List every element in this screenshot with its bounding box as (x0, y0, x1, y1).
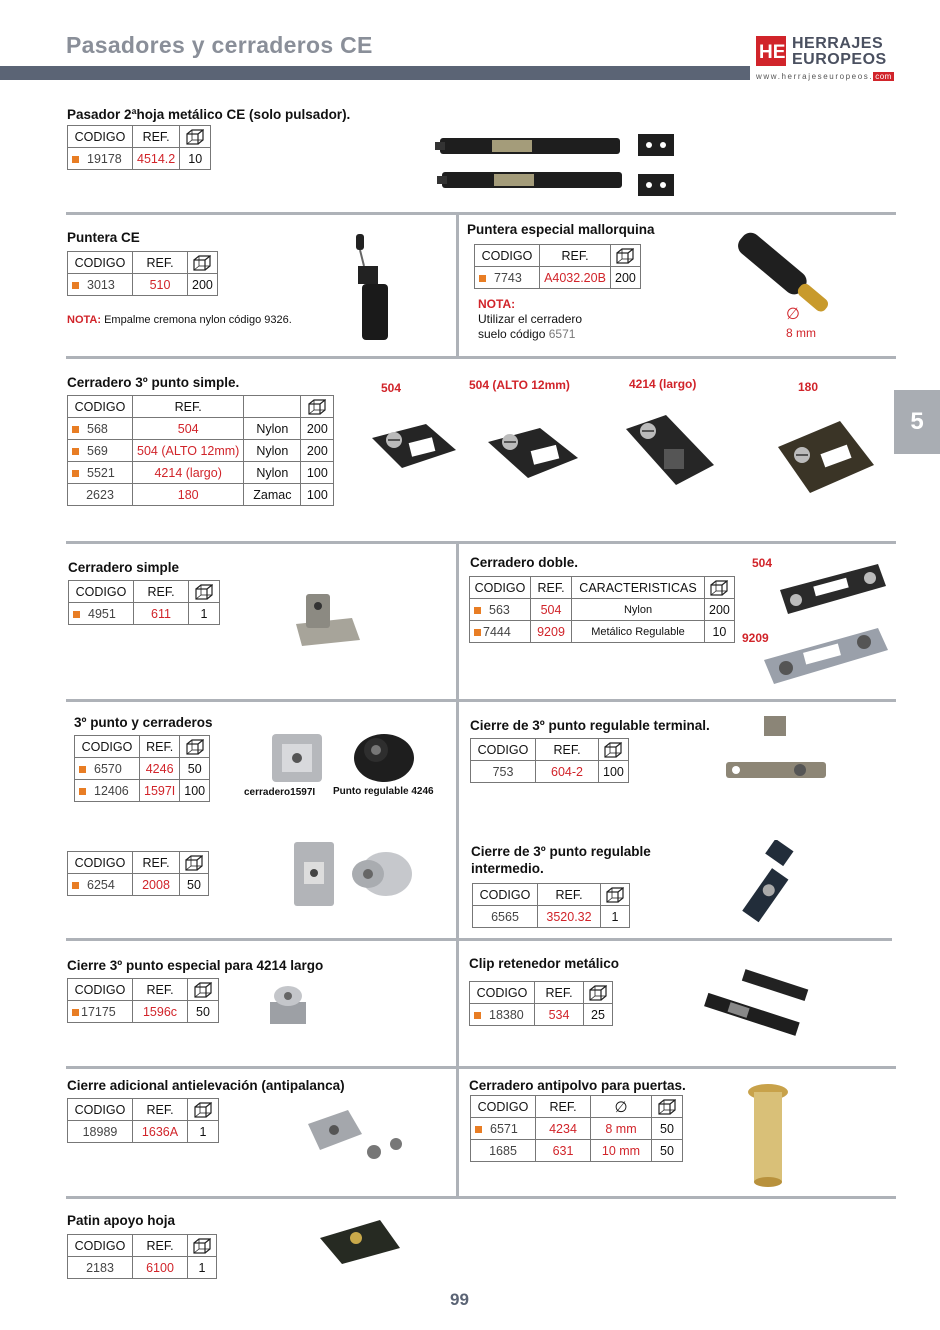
note (478, 297, 582, 342)
section-title: Puntera CE (67, 230, 140, 245)
box-quantity-icon (710, 580, 728, 596)
col-ref: REF. (133, 1235, 188, 1257)
product-image-intermedio (732, 840, 808, 930)
product-table (68, 580, 220, 625)
section-title (471, 843, 651, 877)
bullet-icon (72, 156, 79, 163)
product-table (67, 1234, 217, 1279)
note-line2: suelo código (478, 327, 546, 341)
diameter-symbol: ∅ (786, 306, 800, 323)
divider (66, 699, 896, 702)
table-row (68, 1121, 219, 1143)
brand-logo-mark (756, 36, 786, 66)
note-label: NOTA: (478, 297, 516, 311)
row-ref: 1596c (133, 1001, 188, 1023)
product-image-cerradero1597 (270, 732, 324, 784)
row-qty: 200 (301, 440, 334, 462)
table-row (68, 484, 334, 506)
row-ref: 604-2 (536, 761, 599, 783)
row-code: 2623 (68, 484, 133, 506)
box-quantity-icon (616, 248, 634, 264)
table-row (470, 1004, 613, 1026)
table-row (475, 267, 641, 289)
divider (456, 212, 459, 358)
row-ref: 504 (ALTO 12mm) (133, 440, 244, 462)
row-qty: 1 (188, 1121, 219, 1143)
chapter-tab: 5 (894, 390, 940, 454)
brand-url: www.herrajeseuropeos. com (756, 72, 892, 81)
page-title: Pasadores y cerraderos CE (66, 32, 373, 58)
row-code: 12406 (94, 783, 129, 798)
box-quantity-icon (194, 982, 212, 998)
bullet-icon (479, 275, 486, 282)
bullet-icon (72, 1009, 79, 1016)
bullet-icon (72, 882, 79, 889)
product-image-antipalanca (304, 1104, 410, 1170)
bullet-icon (474, 1012, 481, 1019)
row-qty: 100 (301, 462, 334, 484)
product-image-504-alto (484, 412, 584, 498)
product-image-plates (636, 134, 676, 196)
col-box (188, 252, 218, 274)
product-image-patin (316, 1214, 402, 1268)
section-title: Cerradero simple (68, 560, 180, 575)
row-diametro: 8 mm (591, 1118, 652, 1140)
brand-url-com: com (875, 72, 892, 81)
col-codigo: CODIGO (69, 581, 134, 603)
col-ref: REF. (531, 577, 572, 599)
row-material: Nylon (244, 440, 301, 462)
row-qty: 50 (180, 758, 210, 780)
product-table (67, 851, 209, 896)
row-qty: 10 (180, 148, 211, 170)
table-row (68, 274, 218, 296)
product-table (74, 735, 210, 802)
bullet-icon (72, 282, 79, 289)
row-ref: 504 (531, 599, 572, 621)
bullet-icon (474, 607, 481, 614)
product-image-180 (770, 415, 880, 497)
row-qty: 100 (599, 761, 629, 783)
table-row (68, 874, 209, 896)
row-caracteristicas: Nylon (572, 599, 705, 621)
box-quantity-icon (308, 399, 326, 415)
image-caption: Punto regulable 4246 (333, 786, 434, 797)
product-table (67, 978, 219, 1023)
box-quantity-icon (606, 887, 624, 903)
col-codigo: CODIGO (68, 126, 133, 148)
brand-logo-line1: HERRAJES (792, 35, 884, 52)
product-image-504-doble (774, 560, 890, 622)
brand-logo-mark-text: HE (759, 42, 786, 63)
section-title: Clip retenedor metálico (469, 956, 620, 971)
col-codigo: CODIGO (68, 852, 133, 874)
row-code: 6565 (473, 906, 538, 928)
section-title-line2: intermedio. (471, 861, 544, 876)
row-qty: 50 (188, 1001, 219, 1023)
col-codigo: CODIGO (471, 1096, 536, 1118)
box-quantity-icon (658, 1099, 676, 1115)
image-caption: cerradero1597I (244, 787, 316, 798)
row-ref: 534 (535, 1004, 584, 1026)
row-ref: 180 (133, 484, 244, 506)
row-code: 7743 (494, 270, 522, 285)
col-ref: REF. (538, 884, 601, 906)
table-row (470, 621, 735, 643)
col-box (301, 396, 334, 418)
product-table (469, 576, 735, 643)
row-qty: 200 (705, 599, 735, 621)
product-image-puntera (350, 230, 400, 342)
col-ref: REF. (536, 739, 599, 761)
row-ref: 631 (536, 1140, 591, 1162)
box-quantity-icon (185, 855, 203, 871)
col-caracteristicas: CARACTERISTICAS (572, 577, 705, 599)
product-image-antipolvo (744, 1082, 792, 1188)
row-code: 2183 (68, 1257, 133, 1279)
row-code: 7444 (483, 624, 511, 639)
row-qty: 50 (652, 1140, 683, 1162)
row-ref: 510 (133, 274, 188, 296)
row-ref: 4514.2 (133, 148, 180, 170)
page-number: 99 (450, 1290, 469, 1309)
row-ref: 4214 (largo) (133, 462, 244, 484)
col-codigo: CODIGO (471, 739, 536, 761)
divider (66, 938, 892, 941)
col-codigo: CODIGO (475, 245, 540, 267)
row-code: 18989 (68, 1121, 133, 1143)
col-ref: REF. (536, 1096, 591, 1118)
product-table (470, 738, 629, 783)
col-codigo: CODIGO (68, 396, 133, 418)
image-label: 9209 (742, 631, 769, 645)
row-code: 19178 (87, 151, 122, 166)
product-image-cerradero-simple (292, 588, 362, 650)
product-table (472, 883, 630, 928)
col-box (188, 979, 219, 1001)
col-codigo: CODIGO (75, 736, 140, 758)
col-box (188, 1099, 219, 1121)
row-ref: 4246 (140, 758, 180, 780)
row-qty: 200 (301, 418, 334, 440)
col-codigo: CODIGO (68, 252, 133, 274)
product-table (470, 1095, 683, 1162)
bullet-icon (475, 1126, 482, 1133)
product-image-terminal-bar (724, 756, 828, 784)
bullet-icon (72, 448, 79, 455)
row-code: 5521 (87, 465, 115, 480)
col-box (584, 982, 613, 1004)
brand-url-main: www.herrajeseuropeos (756, 72, 870, 81)
bullet-icon (79, 788, 86, 795)
section-title: Patin apoyo hoja (67, 1213, 176, 1228)
col-ref: REF. (134, 581, 189, 603)
product-image-2008-bolt (346, 848, 416, 900)
image-label: 4214 (largo) (629, 377, 697, 391)
table-row (471, 1140, 683, 1162)
table-row (68, 418, 334, 440)
row-code: 753 (471, 761, 536, 783)
box-quantity-icon (195, 584, 213, 600)
row-qty: 1 (601, 906, 630, 928)
section-title: Cerradero doble. (470, 555, 579, 570)
row-qty: 200 (611, 267, 641, 289)
section-title: Cerradero 3º punto simple. (67, 375, 240, 390)
product-table (67, 1098, 219, 1143)
product-table (67, 251, 218, 296)
bullet-icon (79, 766, 86, 773)
bullet-icon (72, 426, 79, 433)
note-label: NOTA: (67, 314, 102, 326)
product-table (67, 125, 211, 170)
col-box (611, 245, 641, 267)
table-row (471, 1118, 683, 1140)
product-image-terminal-block (762, 714, 788, 738)
row-ref: 1597I (140, 780, 180, 802)
row-ref: 3520.32 (538, 906, 601, 928)
col-codigo: CODIGO (68, 1099, 133, 1121)
col-codigo: CODIGO (470, 982, 535, 1004)
row-caracteristicas: Metálico Regulable (572, 621, 705, 643)
table-row (471, 761, 629, 783)
diameter-value: 8 mm (786, 326, 816, 340)
row-material: Nylon (244, 418, 301, 440)
col-box (599, 739, 629, 761)
box-quantity-icon (193, 255, 211, 271)
product-table (469, 981, 613, 1026)
product-image-4214 (620, 405, 720, 493)
row-qty: 1 (189, 603, 220, 625)
row-qty: 10 (705, 621, 735, 643)
table-row (470, 599, 735, 621)
row-ref: 611 (134, 603, 189, 625)
section-title: Cierre de 3º punto regulable terminal. (470, 718, 710, 733)
col-ref: REF. (133, 396, 244, 418)
note-text: Empalme cremona nylon código 9326. (104, 314, 292, 326)
section-title: Cierre adicional antielevación (antipalanca) (67, 1078, 345, 1093)
table-row (75, 780, 210, 802)
col-ref: REF. (133, 126, 180, 148)
col-codigo: CODIGO (68, 979, 133, 1001)
row-ref: 1636A (133, 1121, 188, 1143)
col-box (180, 736, 210, 758)
row-qty: 1 (188, 1257, 217, 1279)
col-ref: REF. (540, 245, 611, 267)
section-title: 3º punto y cerraderos (74, 715, 213, 730)
row-qty: 50 (180, 874, 209, 896)
table-row (68, 1001, 219, 1023)
row-ref: 4234 (536, 1118, 591, 1140)
row-code: 6571 (490, 1121, 518, 1136)
row-code: 569 (87, 443, 108, 458)
box-quantity-icon (193, 1238, 211, 1254)
col-codigo: CODIGO (470, 577, 531, 599)
note (67, 314, 292, 326)
row-code: 1685 (471, 1140, 536, 1162)
table-row (68, 462, 334, 484)
row-code: 563 (489, 602, 510, 617)
divider (66, 212, 896, 215)
row-ref: 6100 (133, 1257, 188, 1279)
image-label: 504 (381, 381, 402, 395)
row-code: 3013 (87, 277, 115, 292)
divider (66, 541, 896, 544)
divider (66, 356, 896, 359)
row-ref: 2008 (133, 874, 180, 896)
box-quantity-icon (604, 742, 622, 758)
row-qty: 200 (188, 274, 218, 296)
row-qty: 25 (584, 1004, 613, 1026)
product-table (474, 244, 641, 289)
product-image-punto-regulable (350, 724, 416, 784)
section-title: Pasador 2ªhoja metálico CE (solo pulsador). (67, 107, 351, 122)
divider (456, 699, 459, 1197)
row-code: 568 (87, 421, 108, 436)
bullet-icon (73, 611, 80, 618)
col-ref: REF. (133, 979, 188, 1001)
col-ref: REF. (133, 852, 180, 874)
image-label: 504 (ALTO 12mm) (469, 378, 570, 392)
col-ref: REF. (133, 1099, 188, 1121)
box-quantity-icon (186, 129, 204, 145)
col-box (180, 126, 211, 148)
bullet-icon (474, 629, 481, 636)
table-row (75, 758, 210, 780)
product-image-pasador (432, 128, 632, 198)
col-ref: REF. (133, 252, 188, 274)
col-box (189, 581, 220, 603)
header-bar (0, 66, 750, 80)
product-image-2008-plate (286, 838, 342, 910)
box-quantity-icon (186, 739, 204, 755)
col-box (705, 577, 735, 599)
col-diametro: ∅ (591, 1096, 652, 1118)
table-row (68, 148, 211, 170)
divider (456, 541, 459, 701)
col-codigo: CODIGO (68, 1235, 133, 1257)
table-row (68, 1257, 217, 1279)
table-row (473, 906, 630, 928)
section-title: Cierre 3º punto especial para 4214 largo (67, 958, 324, 973)
product-image-mallorquina (720, 220, 850, 320)
col-codigo: CODIGO (473, 884, 538, 906)
row-code: 17175 (81, 1004, 116, 1019)
box-quantity-icon (589, 985, 607, 1001)
row-ref: A4032.20B (540, 267, 611, 289)
row-diametro: 10 mm (591, 1140, 652, 1162)
brand-logo-line2: EUROPEOS (792, 51, 887, 68)
row-material: Zamac (244, 484, 301, 506)
note-code: 6571 (548, 327, 576, 341)
row-code: 6254 (87, 877, 115, 892)
product-image-clip (700, 968, 810, 1050)
section-title-line1: Cierre de 3º punto regulable (471, 844, 651, 859)
row-ref: 504 (133, 418, 244, 440)
product-image-9209 (760, 620, 892, 692)
col-box (180, 852, 209, 874)
row-qty: 100 (301, 484, 334, 506)
col-ref: REF. (535, 982, 584, 1004)
divider (66, 1066, 896, 1069)
image-label: 180 (798, 380, 819, 394)
row-code: 4951 (88, 606, 116, 621)
row-material: Nylon (244, 462, 301, 484)
divider (66, 1196, 896, 1199)
product-table (67, 395, 334, 506)
box-quantity-icon (194, 1102, 212, 1118)
row-qty: 100 (180, 780, 210, 802)
note-line1: Utilizar el cerradero (478, 312, 583, 326)
section-title: Cerradero antipolvo para puertas. (469, 1078, 686, 1093)
row-qty: 50 (652, 1118, 683, 1140)
row-ref: 9209 (531, 621, 572, 643)
col-box (188, 1235, 217, 1257)
row-code: 6570 (94, 761, 122, 776)
table-row (68, 440, 334, 462)
row-code: 18380 (489, 1007, 524, 1022)
section-title: Puntera especial mallorquina (467, 222, 655, 237)
bullet-icon (72, 470, 79, 477)
table-row (69, 603, 220, 625)
product-image-504 (366, 410, 462, 490)
col-box (601, 884, 630, 906)
product-image-1596c (266, 982, 310, 1028)
col-box (652, 1096, 683, 1118)
col-ref: REF. (140, 736, 180, 758)
image-label: 504 (752, 556, 773, 570)
